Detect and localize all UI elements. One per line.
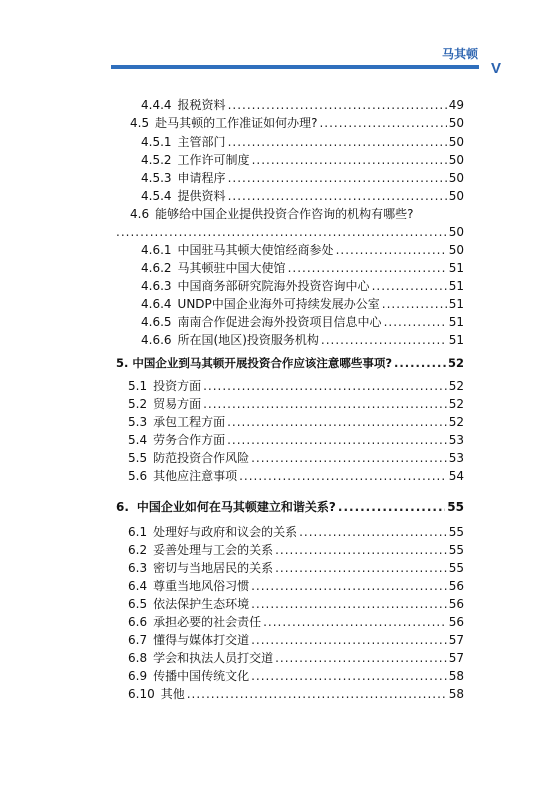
toc-entry-number: 4.6.3 [141, 279, 172, 293]
toc-leader-dots [228, 168, 447, 188]
toc-entry-page: 50 [448, 171, 464, 185]
toc-entry-number: 4.6.6 [141, 333, 172, 347]
toc-entry-5-3[interactable] [128, 412, 464, 432]
toc-entry-4-4-4[interactable] [141, 95, 464, 115]
toc-entry-4-5-1[interactable] [141, 132, 464, 152]
toc-entry-label: 工作许可制度 [177, 153, 250, 167]
toc-entry-label: 承担必要的社会责任 [153, 615, 262, 629]
toc-entry-number: 4.5.1 [141, 135, 172, 149]
toc-entry-5-6[interactable] [128, 466, 464, 486]
toc-entry-number: 5.1 [128, 379, 148, 393]
toc-leader-dots [227, 412, 447, 432]
toc-entry-page: 55 [448, 525, 464, 539]
toc-entry-number: 5.2 [128, 397, 148, 411]
toc-leader-dots [251, 630, 447, 650]
toc-leader-dots [228, 132, 447, 152]
toc-entry-number: 5.4 [128, 433, 148, 447]
toc-leader-dots [239, 466, 447, 486]
toc-entry-page: 51 [448, 333, 464, 347]
toc-entry-number: 5. [116, 356, 129, 370]
toc-entry-label: 承包工程方面 [153, 415, 226, 429]
toc-entry-6-9[interactable] [128, 666, 464, 686]
toc-entry-number: 4.5 [130, 116, 150, 130]
toc-entry-label: 中国驻马其顿大使馆经商参处 [177, 243, 334, 257]
toc-entry-label: 投资方面 [153, 379, 202, 393]
toc-leader-dots [338, 497, 445, 517]
toc-entry-page: 56 [448, 615, 464, 629]
toc-entry-4-5[interactable] [130, 113, 464, 133]
toc-entry-label: 中国商务部研究院海外投资咨询中心 [177, 279, 370, 293]
toc-leader-dots [275, 558, 447, 578]
toc-entry-label: 中国企业如何在马其顿建立和谐关系? [136, 500, 336, 514]
toc-entry-6-4[interactable] [128, 576, 464, 596]
toc-entry-page: 50 [448, 189, 464, 203]
toc-leader-dots [227, 430, 447, 450]
toc-entry-label: 尊重当地风俗习惯 [153, 579, 250, 593]
toc-entry-page: 58 [448, 669, 464, 683]
toc-entry-page: 50 [448, 116, 464, 130]
toc-entry-number: 5.5 [128, 451, 148, 465]
toc-leader-dots [251, 576, 447, 596]
toc-entry-label: 报税资料 [177, 98, 226, 112]
toc-leader-dots [263, 612, 447, 632]
toc-entry-number: 4.5.4 [141, 189, 172, 203]
toc-entry-6-1[interactable] [128, 522, 464, 542]
toc-entry-number: 4.6 [130, 207, 150, 221]
toc-entry-page: 55 [447, 500, 464, 514]
toc-leader-dots [299, 522, 447, 542]
toc-leader-dots [319, 113, 446, 133]
toc-entry-5-2[interactable] [128, 394, 464, 414]
toc-entry-number: 4.5.3 [141, 171, 172, 185]
toc-leader-dots [384, 312, 447, 332]
toc-entry-6-3[interactable] [128, 558, 464, 578]
toc-leader-dots [203, 394, 447, 414]
toc-entry-page: 57 [448, 651, 464, 665]
toc-entry-page: 50 [448, 153, 464, 167]
toc-entry-4-6-4[interactable] [141, 294, 464, 314]
header-rule [111, 65, 479, 69]
toc-entry-label: 懂得与媒体打交道 [153, 633, 250, 647]
toc-entry-number: 6.4 [128, 579, 148, 593]
toc-entry-number: 4.6.5 [141, 315, 172, 329]
toc-entry-page: 50 [448, 135, 464, 149]
toc-entry-number: 4.6.4 [141, 297, 172, 311]
toc-entry-number: 6.3 [128, 561, 148, 575]
toc-entry-label: 中国企业到马其顿开展投资合作应该注意哪些事项? [132, 356, 393, 370]
toc-leader-dots [336, 240, 447, 260]
toc-entry-page: 50 [448, 243, 464, 257]
toc-leader-dots [228, 186, 447, 206]
toc-entry-4-6-1[interactable] [141, 240, 464, 260]
toc-entry-6-10[interactable] [128, 684, 464, 704]
toc-entry-page: 53 [448, 451, 464, 465]
toc-leader-dots [187, 684, 447, 704]
toc-leader-dots [394, 353, 446, 373]
toc-leader-dots [203, 376, 447, 396]
toc-entry-page: 52 [448, 397, 464, 411]
toc-entry-label: 防范投资合作风险 [153, 451, 250, 465]
toc-entry-4-6-continuation[interactable] [116, 222, 464, 242]
toc-entry-number: 6. [116, 500, 129, 514]
toc-entry-4-6[interactable] [130, 204, 474, 224]
toc-entry-number: 6.1 [128, 525, 148, 539]
toc-leader-dots [382, 294, 447, 314]
toc-entry-6-7[interactable] [128, 630, 464, 650]
toc-entry-number: 6.9 [128, 669, 148, 683]
toc-entry-page: 54 [448, 469, 464, 483]
toc-entry-label: 马其顿驻中国大使馆 [177, 261, 286, 275]
toc-entry-label: 妥善处理与工会的关系 [153, 543, 274, 557]
toc-entry-number: 4.6.2 [141, 261, 172, 275]
toc-entry-page: 51 [448, 279, 464, 293]
toc-entry-label: 传播中国传统文化 [153, 669, 250, 683]
toc-entry-label: UNDP中国企业海外可持续发展办公室 [177, 297, 380, 311]
toc-entry-number: 5.6 [128, 469, 148, 483]
toc-entry-page: 55 [448, 561, 464, 575]
toc-entry-4-6-6[interactable] [141, 330, 464, 350]
toc-entry-number: 6.10 [128, 687, 155, 701]
toc-entry-label: 南南合作促进会海外投资项目信息中心 [177, 315, 382, 329]
toc-entry-number: 5.3 [128, 415, 148, 429]
toc-entry-4-6-5[interactable] [141, 312, 464, 332]
toc-entry-number: 6.6 [128, 615, 148, 629]
toc-leader-dots [275, 540, 447, 560]
toc-entry-page: 49 [448, 98, 464, 112]
toc-leader-dots [251, 594, 447, 614]
toc-entry-6-5[interactable] [128, 594, 464, 614]
toc-entry-page: 53 [448, 433, 464, 447]
toc-entry-number: 4.6.1 [141, 243, 172, 257]
toc-entry-label: 所在国(地区)投资服务机构 [177, 333, 319, 347]
page-number: V [490, 60, 501, 77]
toc-entry-label: 能够给中国企业提供投资合作咨询的机构有哪些? [155, 207, 414, 221]
toc-entry-page: 51 [448, 261, 464, 275]
toc-entry-5-4[interactable] [128, 430, 464, 450]
toc-entry-label: 学会和执法人员打交道 [153, 651, 274, 665]
toc-entry-6-8[interactable] [128, 648, 464, 668]
toc-chapter-5[interactable] [116, 353, 464, 373]
toc-entry-4-6-2[interactable] [141, 258, 464, 278]
toc-entry-4-6-3[interactable] [141, 276, 464, 296]
toc-entry-page: 51 [448, 297, 464, 311]
toc-entry-label: 密切与当地居民的关系 [153, 561, 274, 575]
toc-entry-page: 57 [448, 633, 464, 647]
toc-entry-label: 提供资料 [177, 189, 226, 203]
running-header-title: 马其顿 [441, 47, 478, 61]
toc-entry-label: 其他 [160, 687, 185, 701]
toc-entry-6-2[interactable] [128, 540, 464, 560]
toc-entry-label: 申请程序 [177, 171, 226, 185]
toc-entry-number: 6.8 [128, 651, 148, 665]
toc-entry-4-5-4[interactable] [141, 186, 464, 206]
toc-leader-dots [321, 330, 447, 350]
toc-leader-dots [251, 448, 447, 468]
toc-entry-number: 6.5 [128, 597, 148, 611]
toc-entry-page: 52 [448, 379, 464, 393]
toc-entry-6-6[interactable] [128, 612, 464, 632]
toc-entry-page: 50 [448, 225, 464, 239]
toc-entry-label: 依法保护生态环境 [153, 597, 250, 611]
toc-entry-label: 主管部门 [177, 135, 226, 149]
toc-chapter-6[interactable] [116, 497, 464, 517]
toc-entry-label: 其他应注意事项 [153, 469, 238, 483]
toc-entry-number: 6.7 [128, 633, 148, 647]
toc-entry-label: 贸易方面 [153, 397, 202, 411]
toc-leader-dots [228, 95, 447, 115]
toc-entry-5-1[interactable] [128, 376, 464, 396]
toc-entry-page: 51 [448, 315, 464, 329]
toc-entry-page: 56 [448, 579, 464, 593]
toc-entry-page: 58 [448, 687, 464, 701]
toc-entry-label: 处理好与政府和议会的关系 [153, 525, 298, 539]
toc-entry-page: 56 [448, 597, 464, 611]
toc-entry-label: 赴马其顿的工作准证如何办理? [155, 116, 318, 130]
toc-leader-dots [288, 258, 447, 278]
toc-entry-number: 6.2 [128, 543, 148, 557]
toc-entry-label: 劳务合作方面 [153, 433, 226, 447]
toc-leader-dots [251, 666, 447, 686]
toc-entry-page: 52 [447, 356, 464, 370]
toc-leader-dots [275, 648, 447, 668]
toc-entry-page: 52 [448, 415, 464, 429]
toc-leader-dots [372, 276, 447, 296]
toc-leader-dots [252, 150, 447, 170]
toc-entry-4-5-2[interactable] [141, 150, 464, 170]
toc-entry-number: 4.5.2 [141, 153, 172, 167]
toc-entry-number: 4.4.4 [141, 98, 172, 112]
toc-leader-dots [116, 222, 447, 242]
toc-entry-page: 55 [448, 543, 464, 557]
toc-entry-5-5[interactable] [128, 448, 464, 468]
toc-entry-4-5-3[interactable] [141, 168, 464, 188]
